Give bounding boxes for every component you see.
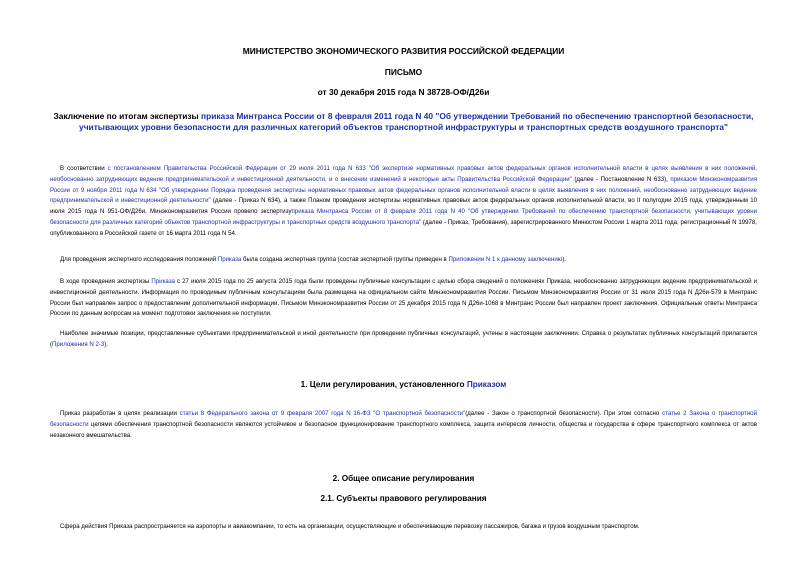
document-title bbox=[50, 111, 757, 133]
p4-text-a: Наиболее значимые позиции, представленные субъектами предпринимательской и иной деятельности при проведении публичных консультаций, учтены в настоящем заключении. Справка о результатах публичных консультаций прилагается ( bbox=[50, 330, 757, 348]
p5-text-b: (далее - Закон о транспортной безопасности). При этом согласно bbox=[465, 410, 663, 417]
p2-link-appendix-1[interactable]: Приложении N 1 к данному заключению bbox=[448, 256, 563, 263]
ministry-heading: МИНИСТЕРСТВО ЭКОНОМИЧЕСКОГО РАЗВИТИЯ РОССИЙСКОЙ ФЕДЕРАЦИИ bbox=[242, 46, 565, 56]
p5-link-article-8[interactable]: статьи 8 Федерального закона от 9 февраля 2007 года N 16-ФЗ "О транспортной безопасности" bbox=[179, 410, 466, 417]
paragraph-regulation-goals bbox=[50, 409, 757, 441]
p1-text-d: (далее - Приказ, Требования), зарегистрированного Минюстом России 1 марта 2011 года, регистрационный N 19978, опубликованного в Российской газете от 16 марта 2011 года N 54. bbox=[50, 218, 757, 237]
p3-text-b: с 27 июля 2015 года по 25 августа 2015 года были проведены публичные консультации с целью сбора сведений о положениях Приказа, необоснованно затрудняющих ведение предпринимательской и инвестиционной деятельности. Информация по проводимым публичным консультациям была размещена на официальном сайте Минэкономразвития России. Письмом Минэкономразвития России от 31 июля 2015 года N Д26и-579 в Минтранс России был направлен запрос о предоставлении дополнительной информации. Письмом Минэкономразвития России от 25 декабря 2015 года N Д26и-1068 в Минтранс России был направлен проект заключения. Официальные ответы Минтранса России по данным вопросам на момент подготовки заключения не поступили. bbox=[50, 278, 757, 318]
title-text: Заключение по итогам экспертизы bbox=[53, 111, 202, 121]
p4-link-appendix-2-3[interactable]: Приложения N 2-3 bbox=[52, 340, 105, 348]
p1-link-order-40[interactable]: приказа Минтранса России от 8 февраля 2011 года N 40 "Об утверждении Требований по обеспечению транспортной безопасности, учитывающих уровни безопасности для различных категорий объектов транспортной инфраструктуры и транспортных средств воздушного транспорта" bbox=[50, 208, 758, 226]
p3-link-order[interactable]: Приказа bbox=[151, 278, 175, 285]
p5-link-article-2[interactable]: статье 2 Закона о транспортной безопасности bbox=[50, 410, 757, 428]
p5-text-c: целями обеспечения транспортной безопасности являются устойчивое и безопасное функционирование транспортного комплекса, защита интересов личности, общества и государства в сфере транспортного комплекса от актов незаконного вмешательства. bbox=[50, 420, 757, 439]
paragraph-legal-basis bbox=[50, 164, 757, 240]
p1-link-resolution-633[interactable]: с постановлением Правительства Российской Федерации от 29 июля 2011 года N 633 "Об экспертизе нормативных правовых актов федеральных органов исполнительной власти в целях выявления в них положений, необоснованно затрудняющих ведение предпринимательской и инвестиционной деятельности, и о внесении изменений в некоторые акты Правительства Российской Федерации" bbox=[50, 165, 757, 183]
p5-text-a: Приказ разработан в целях реализации bbox=[60, 410, 180, 417]
paragraph-expert-group bbox=[50, 255, 757, 266]
section1-text: 1. Цели регулирования, установленного bbox=[300, 380, 467, 389]
p2-text-a: Для проведения экспертного исследования положений bbox=[60, 256, 218, 263]
p1-link-order-634[interactable]: приказом Минэкономразвития России от 9 ноября 2011 года N 634 "Об утверждении Порядка проведения экспертизы нормативных правовых актов федеральных органов исполнительной власти в целях выявления в них положений, необоснованно затрудняющих ведение предпринимательской и инвестиционной деятельности" bbox=[50, 175, 758, 205]
title-order-link[interactable]: приказа Минтранса России от 8 февраля 2011 года N 40 "Об утверждении Требований по обеспечению транспортной безопасности, учитывающих уровни безопасности для различных категорий объектов транспортной инфраструктуры и транспортных средств воздушного транспорта" bbox=[79, 111, 754, 132]
p3-text-a: В ходе проведения экспертизы bbox=[60, 278, 152, 285]
p2-link-order[interactable]: Приказа bbox=[217, 256, 242, 263]
section1-link-order[interactable]: Приказом bbox=[466, 380, 507, 389]
p2-text-b: была создана экспертная группа (состав экспертной группы приведен в bbox=[241, 256, 449, 263]
paragraph-public-consultations bbox=[50, 277, 757, 320]
p4-text-b: ). bbox=[104, 340, 109, 348]
section-heading-2: 2. Общее описание регулирования bbox=[332, 474, 475, 483]
p1-text-b: (далее - Постановление N 633), bbox=[571, 175, 671, 183]
p2-text-c: ). bbox=[562, 256, 567, 263]
section-heading-1 bbox=[0, 380, 807, 390]
paragraph-significant-positions bbox=[50, 329, 757, 351]
document-date-number: от 30 декабря 2015 года N 38728-ОФ/Д26и bbox=[317, 87, 490, 97]
section-heading-2-1: 2.1. Субъекты правового регулирования bbox=[320, 494, 487, 503]
paragraph-scope: Сфера действия Приказа распространяется на аэропорты и авиакомпании, то есть на организации, осуществляющие и обеспечивающие перевозку пассажиров, багажа и грузов воздушным транспортом. bbox=[60, 523, 640, 530]
p1-text-c: (далее - Приказ N 634), а также Планом проведения экспертизы нормативных правовых актов федеральных органов исполнительной власти, во II полугодии 2015 года, утвержденным 10 июля 2015 года N 951-ОФ/Д26и, Минэкономразвития России провело экспертизу bbox=[50, 197, 757, 216]
p1-text-a: В соответствии bbox=[60, 165, 108, 172]
document-type: ПИСЬМО bbox=[384, 67, 423, 77]
